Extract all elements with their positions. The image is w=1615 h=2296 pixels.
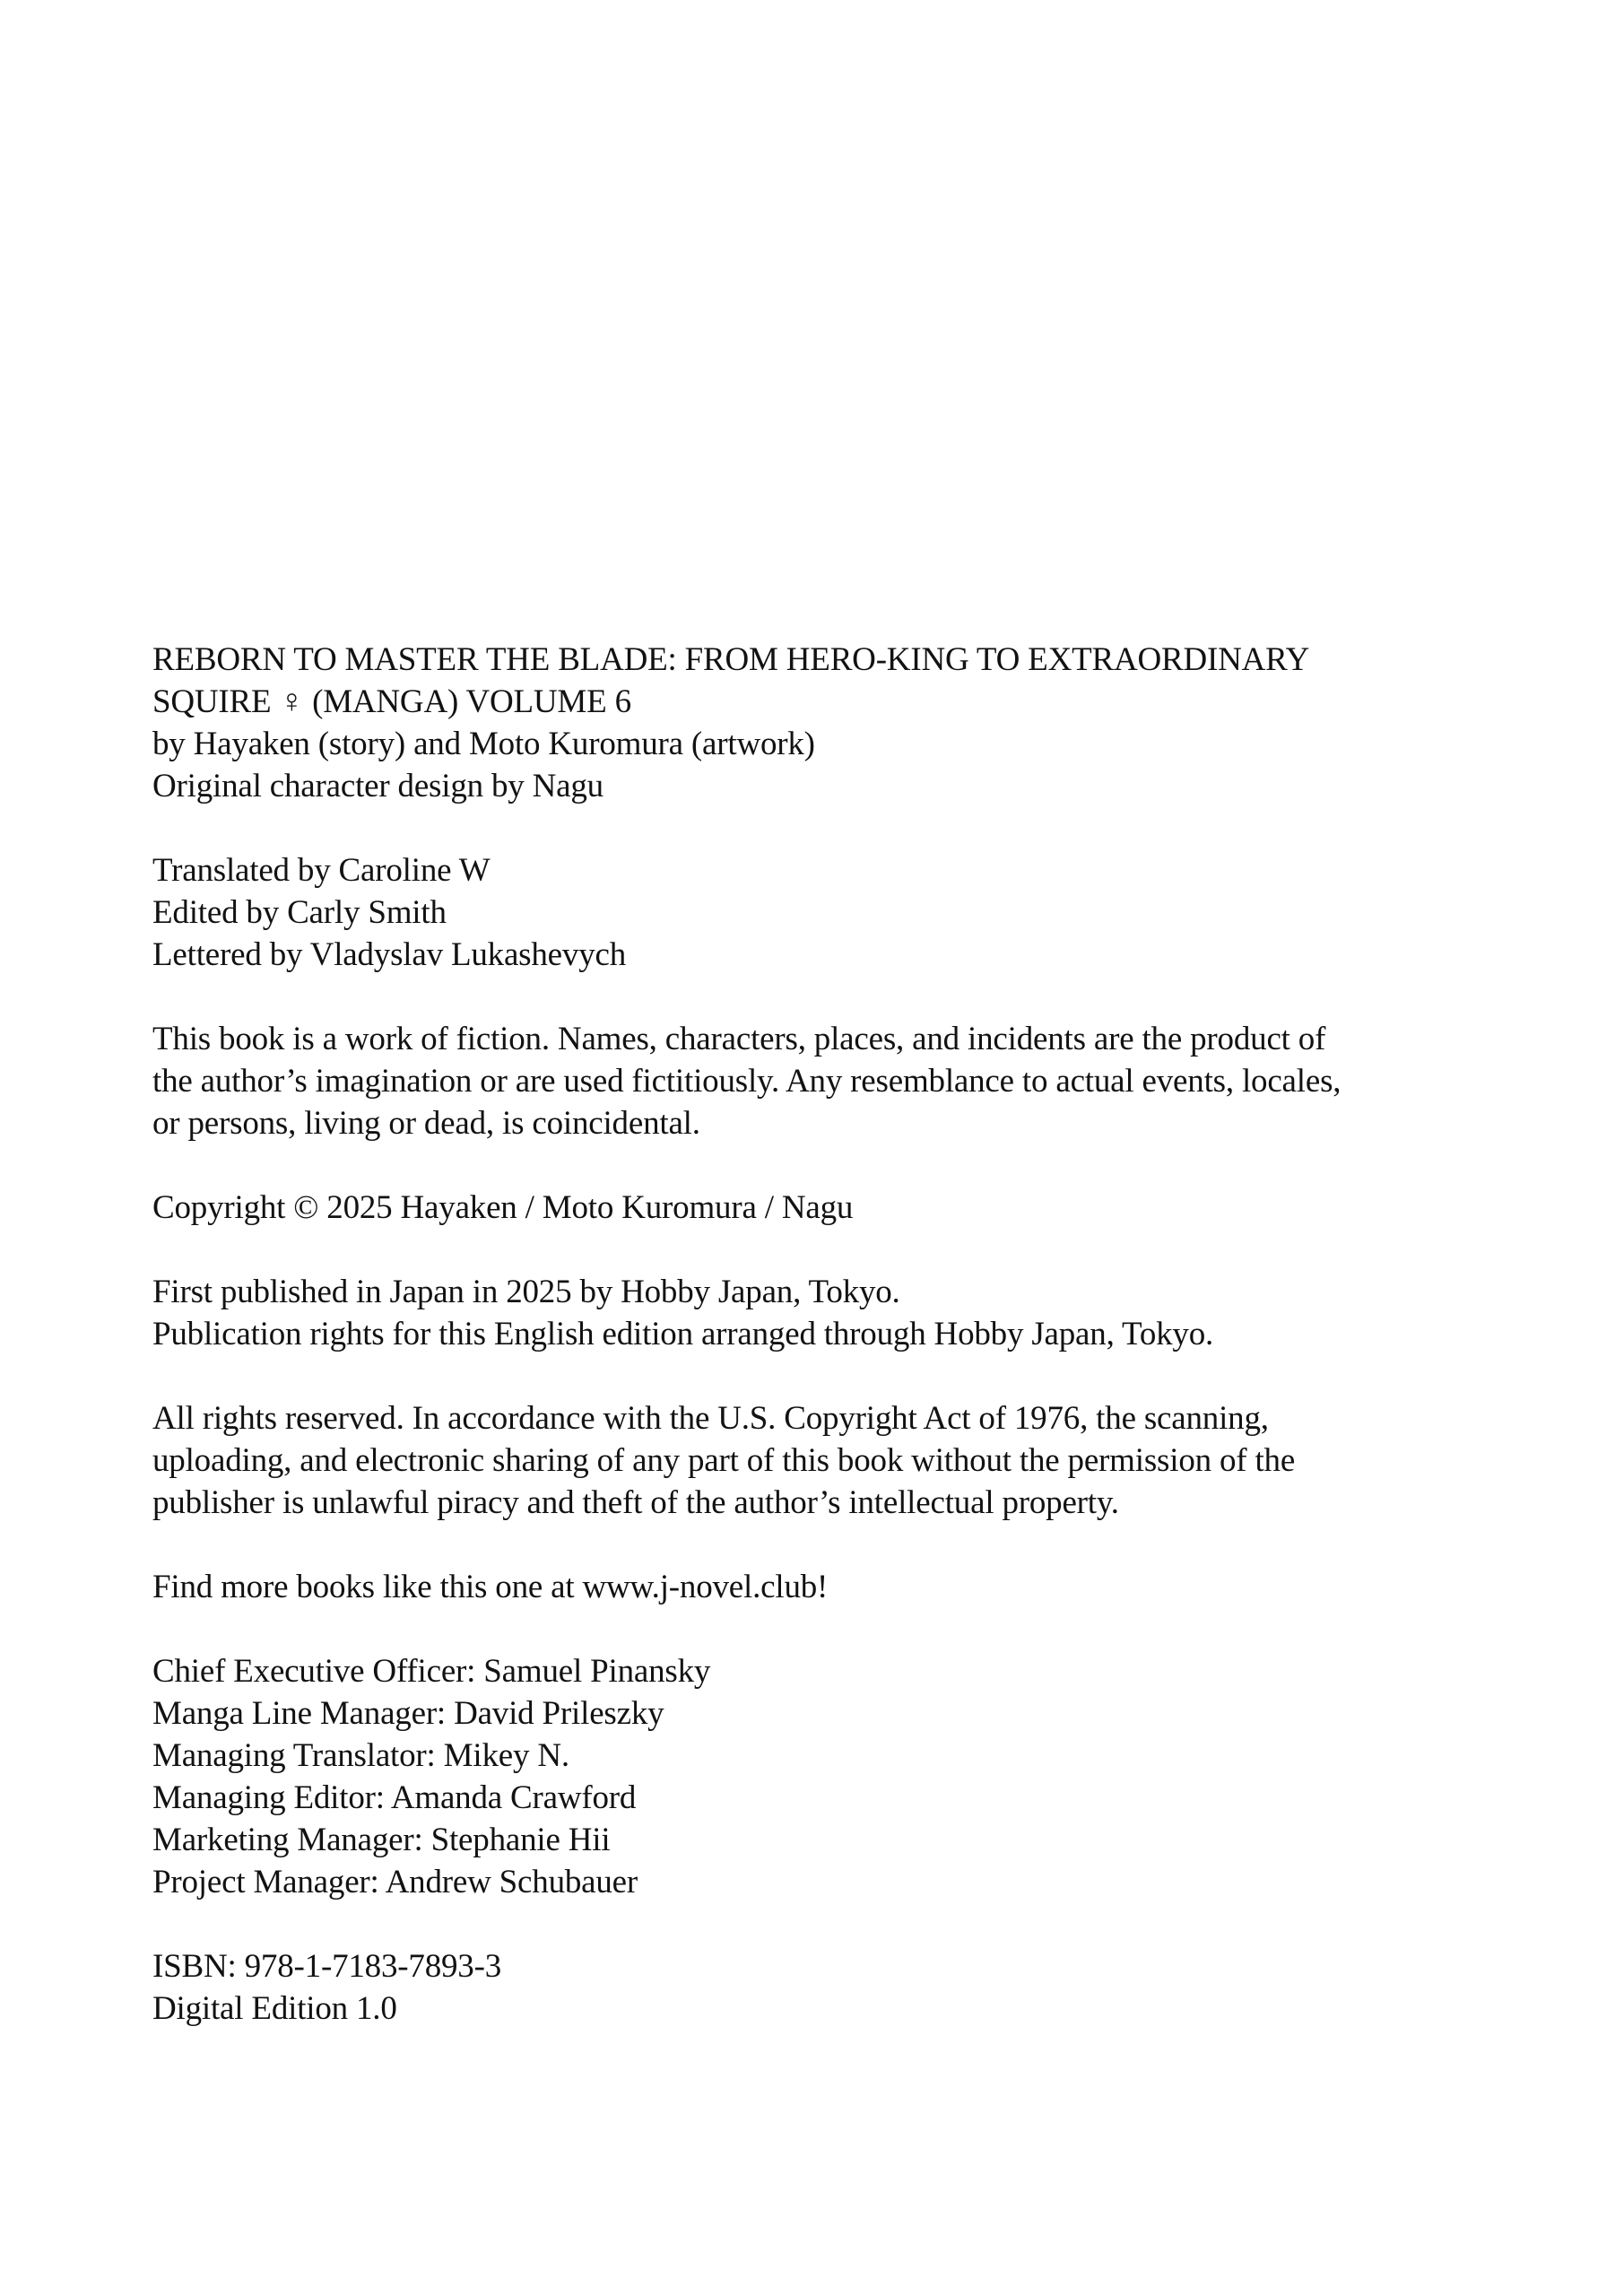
- staff-managing-translator: Managing Translator: Mikey N.: [152, 1737, 569, 1774]
- letterer-credit: Lettered by Vladyslav Lukashevych: [152, 936, 627, 973]
- rights-line-1: All rights reserved. In accordance with the U.S. Copyright Act of 1976, the scanning,: [152, 1400, 1269, 1437]
- find-more-books: [152, 1566, 1341, 1608]
- fiction-disclaimer-line-3: or persons, living or dead, is coincidental.: [152, 1105, 700, 1142]
- title-block: [152, 639, 1341, 807]
- staff-marketing-manager: Marketing Manager: Stephanie Hii: [152, 1822, 611, 1858]
- fiction-disclaimer: [152, 1018, 1341, 1144]
- fiction-disclaimer-line-2: the author’s imagination or are used fictitiously. Any resemblance to actual events, locales,: [152, 1063, 1341, 1100]
- colophon-content: [152, 639, 1341, 2072]
- fiction-disclaimer-line-1: This book is a work of fiction. Names, characters, places, and incidents are the product of: [152, 1021, 1326, 1057]
- staff-ceo: Chief Executive Officer: Samuel Pinansky: [152, 1653, 711, 1690]
- find-more-line: Find more books like this one at www.j-novel.club!: [152, 1569, 829, 1605]
- publication-info: [152, 1271, 1341, 1355]
- staff-list: [152, 1650, 1341, 1903]
- rights-statement: [152, 1397, 1341, 1524]
- localization-credits: [152, 849, 1341, 976]
- staff-managing-editor: Managing Editor: Amanda Crawford: [152, 1779, 637, 1816]
- editor-credit: Edited by Carly Smith: [152, 894, 447, 931]
- rights-line-3: publisher is unlawful piracy and theft of the author’s intellectual property.: [152, 1484, 1119, 1521]
- rights-line-2: uploading, and electronic sharing of any part of this book without the permission of the: [152, 1442, 1296, 1479]
- copyright-line: Copyright © 2025 Hayaken / Moto Kuromura / Nagu: [152, 1189, 854, 1226]
- digital-edition-line: Digital Edition 1.0: [152, 1990, 397, 2027]
- staff-project-manager: Project Manager: Andrew Schubauer: [152, 1864, 638, 1900]
- isbn-line: ISBN: 978-1-7183-7893-3: [152, 1948, 502, 1985]
- publication-line-1: First published in Japan in 2025 by Hobby Japan, Tokyo.: [152, 1274, 900, 1310]
- book-title-line-2: SQUIRE ♀ (MANGA) VOLUME 6: [152, 683, 631, 720]
- byline: by Hayaken (story) and Moto Kuromura (artwork): [152, 726, 815, 762]
- character-design-credit: Original character design by Nagu: [152, 768, 603, 804]
- book-title-line-1: REBORN TO MASTER THE BLADE: FROM HERO-KING TO EXTRAORDINARY: [152, 641, 1310, 678]
- edition-info: [152, 1945, 1341, 2030]
- translator-credit: Translated by Caroline W: [152, 852, 491, 889]
- copyright-notice: [152, 1187, 1341, 1229]
- publication-line-2: Publication rights for this English edition arranged through Hobby Japan, Tokyo.: [152, 1316, 1214, 1352]
- staff-manga-line-manager: Manga Line Manager: David Prileszky: [152, 1695, 664, 1732]
